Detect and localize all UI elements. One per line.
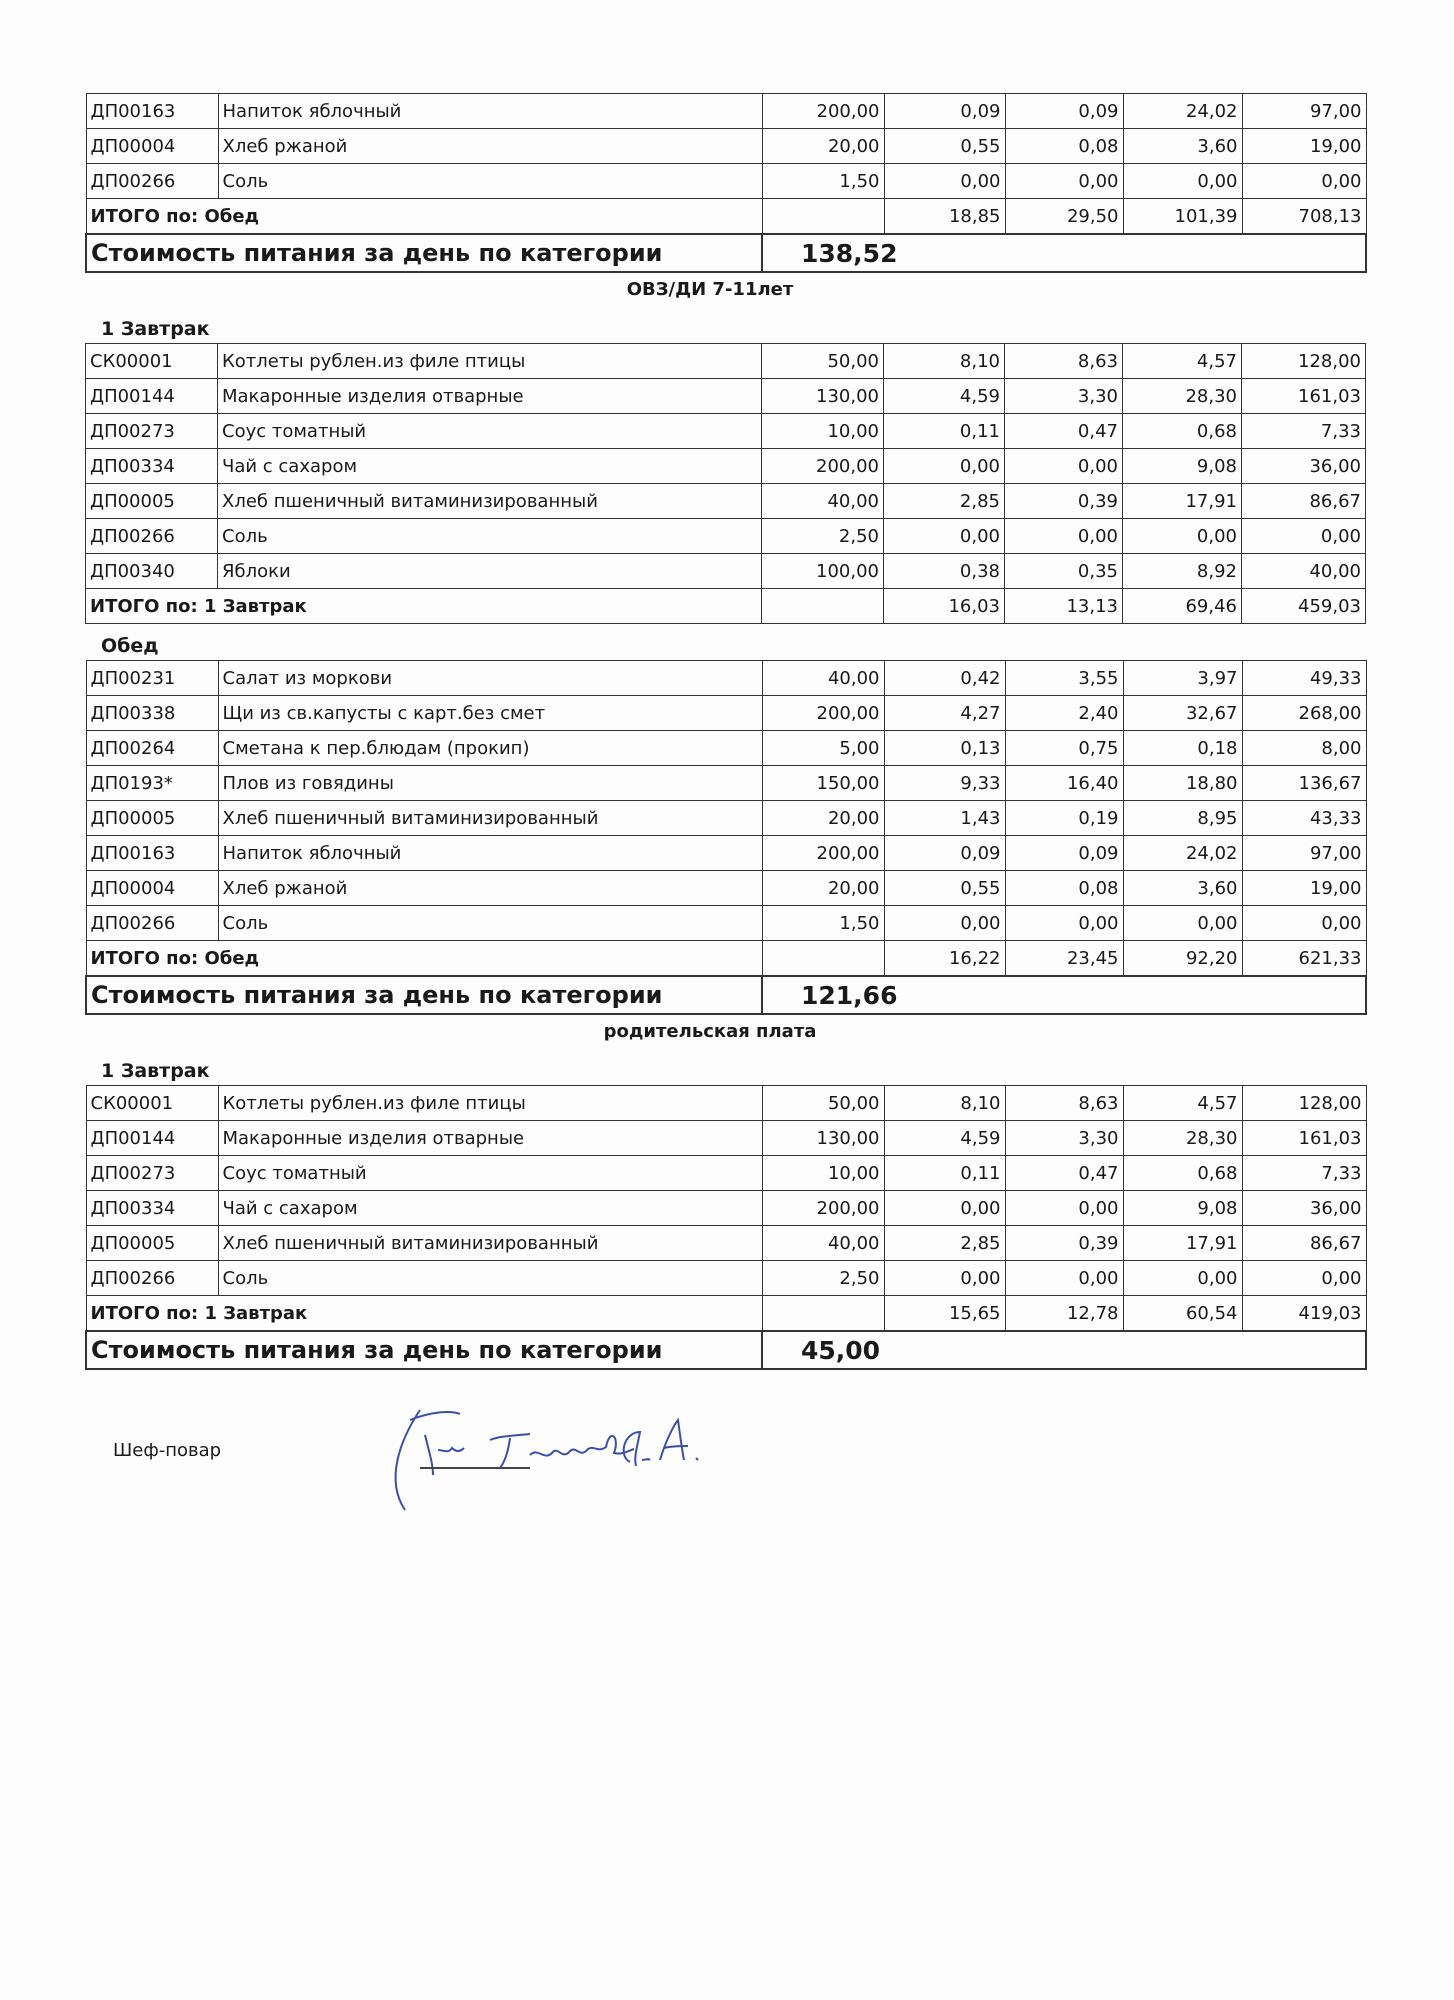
item-name: Яблоки (218, 554, 762, 589)
item-value: 161,03 (1242, 1121, 1366, 1156)
item-name: Хлеб пшеничный витаминизированный (218, 801, 762, 836)
menu-table (85, 1085, 1367, 1370)
item-value: 0,38 (884, 554, 1005, 589)
item-value: 130,00 (762, 379, 884, 414)
item-value: 40,00 (762, 1226, 884, 1261)
table-row (86, 1261, 1366, 1296)
item-value: 28,30 (1123, 379, 1242, 414)
item-code: ДП00338 (86, 696, 218, 731)
item-value: 0,00 (884, 164, 1005, 199)
item-value: 20,00 (762, 871, 884, 906)
total-value: 459,03 (1242, 589, 1366, 624)
table-row (86, 906, 1366, 941)
item-value: 7,33 (1242, 1156, 1366, 1191)
total-value: 29,50 (1005, 199, 1123, 235)
item-value: 0,18 (1123, 731, 1242, 766)
item-value: 32,67 (1123, 696, 1242, 731)
item-value: 19,00 (1242, 871, 1366, 906)
table-row (86, 484, 1366, 519)
item-value: 24,02 (1123, 94, 1242, 129)
item-value: 0,00 (1005, 906, 1123, 941)
item-code: ДП00005 (86, 484, 218, 519)
item-value: 3,30 (1005, 1121, 1123, 1156)
item-value: 0,08 (1005, 129, 1123, 164)
item-value: 8,92 (1123, 554, 1242, 589)
daily-cost-label: Стоимость питания за день по категории (86, 1331, 762, 1369)
item-value: 0,08 (1005, 871, 1123, 906)
table-row (86, 1191, 1366, 1226)
chef-role-label: Шеф-повар (113, 1440, 222, 1461)
item-code: ДП00231 (86, 661, 218, 696)
item-value: 16,40 (1005, 766, 1123, 801)
item-name: Чай с сахаром (218, 1191, 762, 1226)
total-value: 12,78 (1005, 1296, 1123, 1332)
item-code: ДП00266 (86, 906, 218, 941)
item-value: 97,00 (1242, 94, 1366, 129)
item-value: 0,00 (1242, 519, 1366, 554)
item-name: Соль (218, 906, 762, 941)
item-value: 19,00 (1242, 129, 1366, 164)
item-name: Макаронные изделия отварные (218, 379, 762, 414)
item-value: 9,08 (1123, 1191, 1242, 1226)
item-value: 3,55 (1005, 661, 1123, 696)
item-value: 36,00 (1242, 1191, 1366, 1226)
total-value: 13,13 (1005, 589, 1123, 624)
item-name: Сметана к пер.блюдам (прокип) (218, 731, 762, 766)
item-value: 0,09 (1005, 836, 1123, 871)
daily-cost-value: 121,66 (762, 976, 1366, 1014)
item-value: 9,08 (1123, 449, 1242, 484)
meal-heading: Обед (101, 635, 159, 657)
item-value: 8,63 (1005, 344, 1123, 379)
item-value: 4,57 (1123, 1086, 1242, 1121)
item-code: ДП00264 (86, 731, 218, 766)
item-value: 0,00 (884, 519, 1005, 554)
item-name: Котлеты рублен.из филе птицы (218, 1086, 762, 1121)
item-value: 17,91 (1123, 484, 1242, 519)
table-row (86, 1121, 1366, 1156)
item-value: 0,00 (1242, 906, 1366, 941)
item-name: Напиток яблочный (218, 94, 762, 129)
item-value: 0,68 (1123, 414, 1242, 449)
item-value: 4,27 (884, 696, 1005, 731)
item-value: 136,67 (1242, 766, 1366, 801)
item-value: 50,00 (762, 1086, 884, 1121)
item-value: 2,50 (762, 1261, 884, 1296)
item-name: Напиток яблочный (218, 836, 762, 871)
menu-table (85, 660, 1367, 1015)
table-row (86, 164, 1366, 199)
item-code: ДП0193* (86, 766, 218, 801)
total-label: ИТОГО по: Обед (86, 199, 762, 235)
item-value: 0,00 (1123, 519, 1242, 554)
menu-document (85, 93, 1365, 1370)
item-value: 49,33 (1242, 661, 1366, 696)
item-value: 40,00 (762, 484, 884, 519)
total-value: 69,46 (1123, 589, 1242, 624)
item-name: Соль (218, 1261, 762, 1296)
table-row (86, 379, 1366, 414)
item-value: 0,75 (1005, 731, 1123, 766)
total-value: 621,33 (1242, 941, 1366, 977)
table-row (86, 731, 1366, 766)
item-value: 3,60 (1123, 129, 1242, 164)
item-value: 36,00 (1242, 449, 1366, 484)
total-value: 18,85 (884, 199, 1005, 235)
item-value: 8,10 (884, 344, 1005, 379)
item-value: 8,10 (884, 1086, 1005, 1121)
item-value: 0,00 (1242, 164, 1366, 199)
item-value: 8,63 (1005, 1086, 1123, 1121)
item-value: 86,67 (1242, 484, 1366, 519)
item-value: 0,00 (1005, 1191, 1123, 1226)
item-value: 0,13 (884, 731, 1005, 766)
item-value: 0,19 (1005, 801, 1123, 836)
item-value: 0,47 (1005, 414, 1123, 449)
total-value (762, 199, 884, 235)
total-label: ИТОГО по: 1 Завтрак (86, 589, 762, 624)
item-value: 18,80 (1123, 766, 1242, 801)
table-row (86, 344, 1366, 379)
daily-cost-value: 138,52 (762, 234, 1366, 272)
daily-cost-row (86, 1331, 1366, 1369)
item-code: ДП00005 (86, 1226, 218, 1261)
item-value: 40,00 (762, 661, 884, 696)
daily-cost-row (86, 976, 1366, 1014)
item-value: 9,33 (884, 766, 1005, 801)
item-name: Хлеб ржаной (218, 871, 762, 906)
item-value: 20,00 (762, 801, 884, 836)
table-row (86, 801, 1366, 836)
item-value: 4,57 (1123, 344, 1242, 379)
table-row (86, 766, 1366, 801)
item-value: 0,00 (884, 906, 1005, 941)
item-value: 0,11 (884, 414, 1005, 449)
item-code: ДП00266 (86, 164, 218, 199)
item-code: ДП00273 (86, 414, 218, 449)
table-row (86, 1156, 1366, 1191)
item-value: 0,11 (884, 1156, 1005, 1191)
item-code: ДП00266 (86, 519, 218, 554)
table-row (86, 1086, 1366, 1121)
total-row (86, 199, 1366, 235)
total-row (86, 941, 1366, 977)
item-value: 200,00 (762, 836, 884, 871)
menu-table (85, 93, 1367, 273)
total-label: ИТОГО по: 1 Завтрак (86, 1296, 762, 1332)
item-value: 2,85 (884, 1226, 1005, 1261)
item-name: Хлеб пшеничный витаминизированный (218, 1226, 762, 1261)
category-caption: родительская плата (603, 1021, 817, 1042)
item-name: Соль (218, 519, 762, 554)
item-name: Соль (218, 164, 762, 199)
item-value: 0,42 (884, 661, 1005, 696)
item-code: ДП00004 (86, 871, 218, 906)
item-value: 0,00 (884, 1261, 1005, 1296)
item-code: ДП00273 (86, 1156, 218, 1191)
total-value: 419,03 (1242, 1296, 1366, 1332)
item-code: ДП00004 (86, 129, 218, 164)
item-code: ДП00266 (86, 1261, 218, 1296)
item-value: 8,00 (1242, 731, 1366, 766)
item-value: 10,00 (762, 1156, 884, 1191)
item-value: 40,00 (1242, 554, 1366, 589)
item-code: ДП00163 (86, 836, 218, 871)
total-value: 23,45 (1005, 941, 1123, 977)
item-value: 5,00 (762, 731, 884, 766)
daily-cost-row (86, 234, 1366, 272)
item-value: 1,50 (762, 164, 884, 199)
total-value (762, 941, 884, 977)
item-value: 28,30 (1123, 1121, 1242, 1156)
item-value: 100,00 (762, 554, 884, 589)
item-value: 2,40 (1005, 696, 1123, 731)
item-value: 1,50 (762, 906, 884, 941)
category-caption: ОВЗ/ДИ 7-11лет (626, 279, 794, 300)
item-value: 200,00 (762, 1191, 884, 1226)
item-value: 0,00 (884, 1191, 1005, 1226)
item-name: Салат из моркови (218, 661, 762, 696)
item-value: 4,59 (884, 379, 1005, 414)
item-code: ДП00334 (86, 449, 218, 484)
item-value: 0,39 (1005, 1226, 1123, 1261)
item-value: 7,33 (1242, 414, 1366, 449)
item-code: ДП00005 (86, 801, 218, 836)
total-label: ИТОГО по: Обед (86, 941, 762, 977)
table-row (86, 414, 1366, 449)
item-name: Соус томатный (218, 1156, 762, 1191)
item-value: 17,91 (1123, 1226, 1242, 1261)
total-value: 101,39 (1123, 199, 1242, 235)
total-value: 708,13 (1242, 199, 1366, 235)
total-row (86, 1296, 1366, 1332)
item-name: Макаронные изделия отварные (218, 1121, 762, 1156)
item-value: 3,60 (1123, 871, 1242, 906)
item-value: 0,47 (1005, 1156, 1123, 1191)
table-row (86, 696, 1366, 731)
daily-cost-label: Стоимость питания за день по категории (86, 976, 762, 1014)
item-value: 0,39 (1005, 484, 1123, 519)
table-row (86, 554, 1366, 589)
item-value: 0,68 (1123, 1156, 1242, 1191)
item-value: 0,55 (884, 129, 1005, 164)
daily-cost-label: Стоимость питания за день по категории (86, 234, 762, 272)
item-value: 0,09 (884, 836, 1005, 871)
total-value: 15,65 (884, 1296, 1005, 1332)
item-name: Хлеб ржаной (218, 129, 762, 164)
item-value: 0,00 (1005, 164, 1123, 199)
item-code: СК00001 (86, 344, 218, 379)
item-value: 0,55 (884, 871, 1005, 906)
daily-cost-value: 45,00 (762, 1331, 1366, 1369)
item-value: 0,00 (1123, 906, 1242, 941)
item-value: 161,03 (1242, 379, 1366, 414)
item-value: 43,33 (1242, 801, 1366, 836)
item-name: Плов из говядины (218, 766, 762, 801)
table-row (86, 94, 1366, 129)
item-name: Соус томатный (218, 414, 762, 449)
menu-table (85, 343, 1366, 624)
item-value: 150,00 (762, 766, 884, 801)
item-value: 128,00 (1242, 344, 1366, 379)
total-value: 16,22 (884, 941, 1005, 977)
item-code: ДП00144 (86, 1121, 218, 1156)
item-value: 0,00 (1005, 449, 1123, 484)
total-value: 16,03 (884, 589, 1005, 624)
item-value: 8,95 (1123, 801, 1242, 836)
item-value: 268,00 (1242, 696, 1366, 731)
item-value: 0,00 (1242, 1261, 1366, 1296)
item-value: 128,00 (1242, 1086, 1366, 1121)
total-value (762, 1296, 884, 1332)
total-value: 92,20 (1123, 941, 1242, 977)
item-code: ДП00334 (86, 1191, 218, 1226)
item-value: 200,00 (762, 94, 884, 129)
table-row (86, 129, 1366, 164)
item-value: 0,00 (1123, 1261, 1242, 1296)
table-row (86, 449, 1366, 484)
item-value: 24,02 (1123, 836, 1242, 871)
item-value: 50,00 (762, 344, 884, 379)
table-row (86, 871, 1366, 906)
item-name: Хлеб пшеничный витаминизированный (218, 484, 762, 519)
item-value: 3,97 (1123, 661, 1242, 696)
item-code: ДП00163 (86, 94, 218, 129)
total-value (762, 589, 884, 624)
item-value: 2,50 (762, 519, 884, 554)
item-value: 200,00 (762, 696, 884, 731)
item-value: 3,30 (1005, 379, 1123, 414)
item-value: 0,00 (884, 449, 1005, 484)
item-value: 200,00 (762, 449, 884, 484)
meal-heading: 1 Завтрак (101, 1060, 210, 1082)
table-row (86, 836, 1366, 871)
item-name: Чай с сахаром (218, 449, 762, 484)
item-code: ДП00144 (86, 379, 218, 414)
item-value: 1,43 (884, 801, 1005, 836)
item-code: ДП00340 (86, 554, 218, 589)
item-value: 0,00 (1005, 519, 1123, 554)
item-name: Щи из св.капусты с карт.без смет (218, 696, 762, 731)
item-code: СК00001 (86, 1086, 218, 1121)
item-value: 20,00 (762, 129, 884, 164)
total-row (86, 589, 1366, 624)
item-value: 130,00 (762, 1121, 884, 1156)
item-name: Котлеты рублен.из филе птицы (218, 344, 762, 379)
item-value: 0,09 (884, 94, 1005, 129)
item-value: 97,00 (1242, 836, 1366, 871)
item-value: 0,00 (1005, 1261, 1123, 1296)
item-value: 10,00 (762, 414, 884, 449)
item-value: 2,85 (884, 484, 1005, 519)
item-value: 0,00 (1123, 164, 1242, 199)
chef-signature (380, 1400, 800, 1524)
item-value: 0,35 (1005, 554, 1123, 589)
meal-heading: 1 Завтрак (101, 318, 210, 340)
table-row (86, 661, 1366, 696)
item-value: 86,67 (1242, 1226, 1366, 1261)
table-row (86, 1226, 1366, 1261)
item-value: 0,09 (1005, 94, 1123, 129)
item-value: 4,59 (884, 1121, 1005, 1156)
table-row (86, 519, 1366, 554)
total-value: 60,54 (1123, 1296, 1242, 1332)
